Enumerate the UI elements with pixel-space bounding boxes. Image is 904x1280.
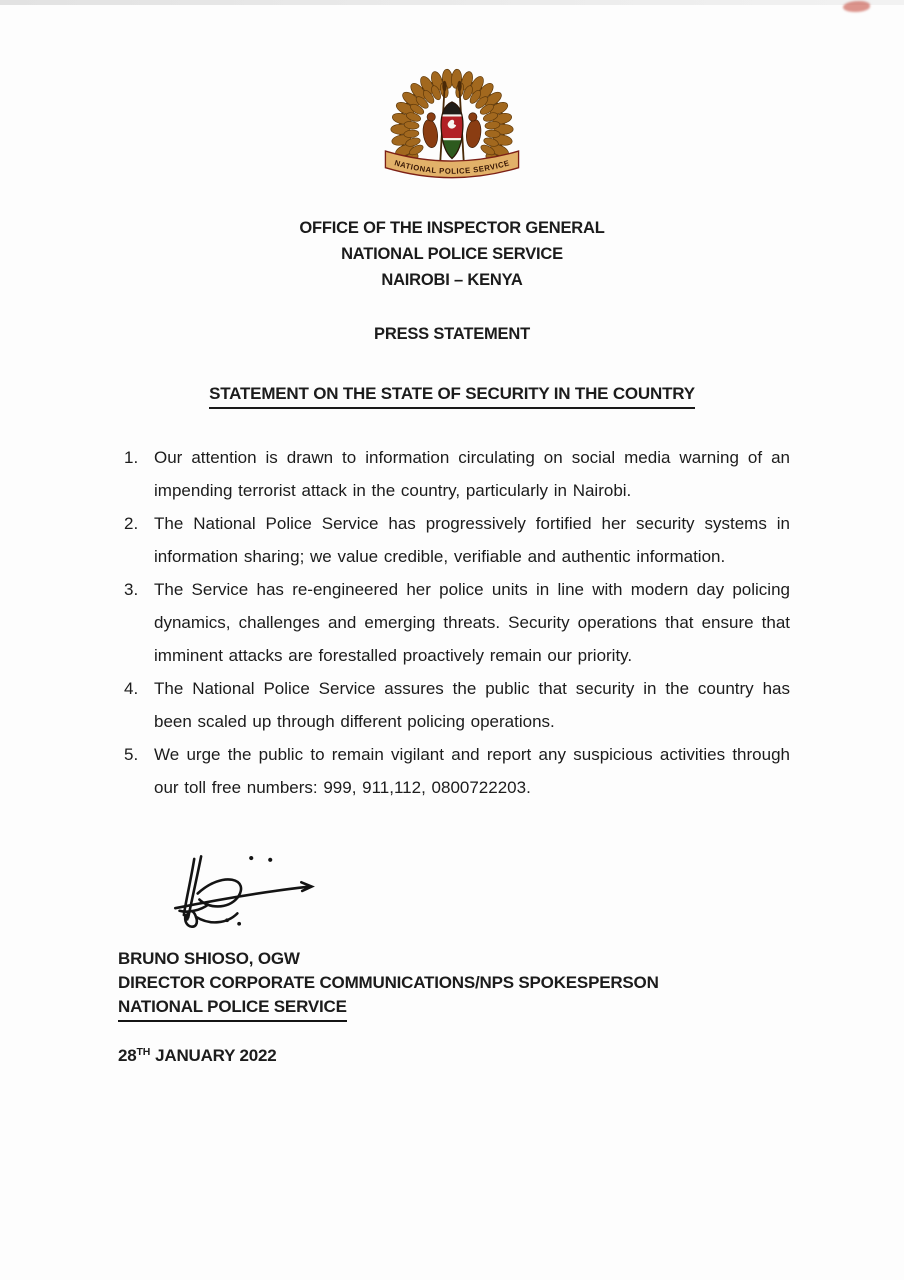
- press-statement-heading: PRESS STATEMENT: [374, 325, 530, 343]
- nps-crest-logo: [377, 62, 527, 191]
- date-day: 28: [118, 1046, 137, 1065]
- scan-edge-artifact: [0, 0, 904, 5]
- signatory-name: BRUNO SHIOSO, OGW: [118, 949, 300, 968]
- item-text: We urge the public to remain vigilant and report any suspicious activities through our toll free numbers: 999, 911,112, 0800722203.: [154, 745, 790, 797]
- item-text: The Service has re-engineered her police units in line with modern day policing dynamics, challenges and emerging threats. Security operations that ensure that imminent attacks are forestalled proactively remain our priority.: [154, 580, 790, 665]
- item-number: 3.: [124, 580, 139, 599]
- letterhead-service-line: NATIONAL POLICE SERVICE: [341, 245, 563, 263]
- item-text: The National Police Service has progressively fortified her security systems in information sharing; we value credible, verifiable and authentic information.: [154, 514, 790, 566]
- signatory-organization: NATIONAL POLICE SERVICE: [118, 995, 347, 1022]
- item-number: 4.: [124, 679, 139, 698]
- statement-item: [124, 507, 790, 573]
- letterhead-office-line: OFFICE OF THE INSPECTOR GENERAL: [299, 219, 605, 237]
- nps-crest-icon: [377, 62, 527, 191]
- statement-item: [124, 738, 790, 804]
- item-number: 2.: [124, 514, 139, 533]
- item-text: The National Police Service assures the public that security in the country has been scaled up through different policing operations.: [154, 679, 790, 731]
- statement-item: [124, 672, 790, 738]
- signature-icon: [140, 846, 340, 941]
- signature-scribble: [140, 846, 340, 941]
- statement-item: [124, 441, 790, 507]
- item-text: Our attention is drawn to information circulating on social media warning of an impending terrorist attack in the country, particularly in Nairobi.: [154, 448, 790, 500]
- item-number: 1.: [124, 448, 139, 467]
- statement-list: [124, 441, 790, 804]
- red-ink-smudge: [843, 1, 870, 12]
- letterhead: [0, 215, 904, 293]
- item-number: 5.: [124, 745, 139, 764]
- signatory-title: DIRECTOR CORPORATE COMMUNICATIONS/NPS SPOKESPERSON: [118, 973, 659, 992]
- signatory-block: [118, 947, 904, 1022]
- statement-item: [124, 573, 790, 672]
- letterhead-location-line: NAIROBI – KENYA: [381, 271, 523, 289]
- banner-text: NATIONAL POLICE SERVICE: [393, 158, 511, 176]
- date-ordinal: TH: [136, 1046, 151, 1058]
- date-rest: JANUARY 2022: [155, 1046, 277, 1065]
- statement-date: [118, 1046, 904, 1066]
- statement-title: STATEMENT ON THE STATE OF SECURITY IN THE COUNTRY: [209, 384, 695, 409]
